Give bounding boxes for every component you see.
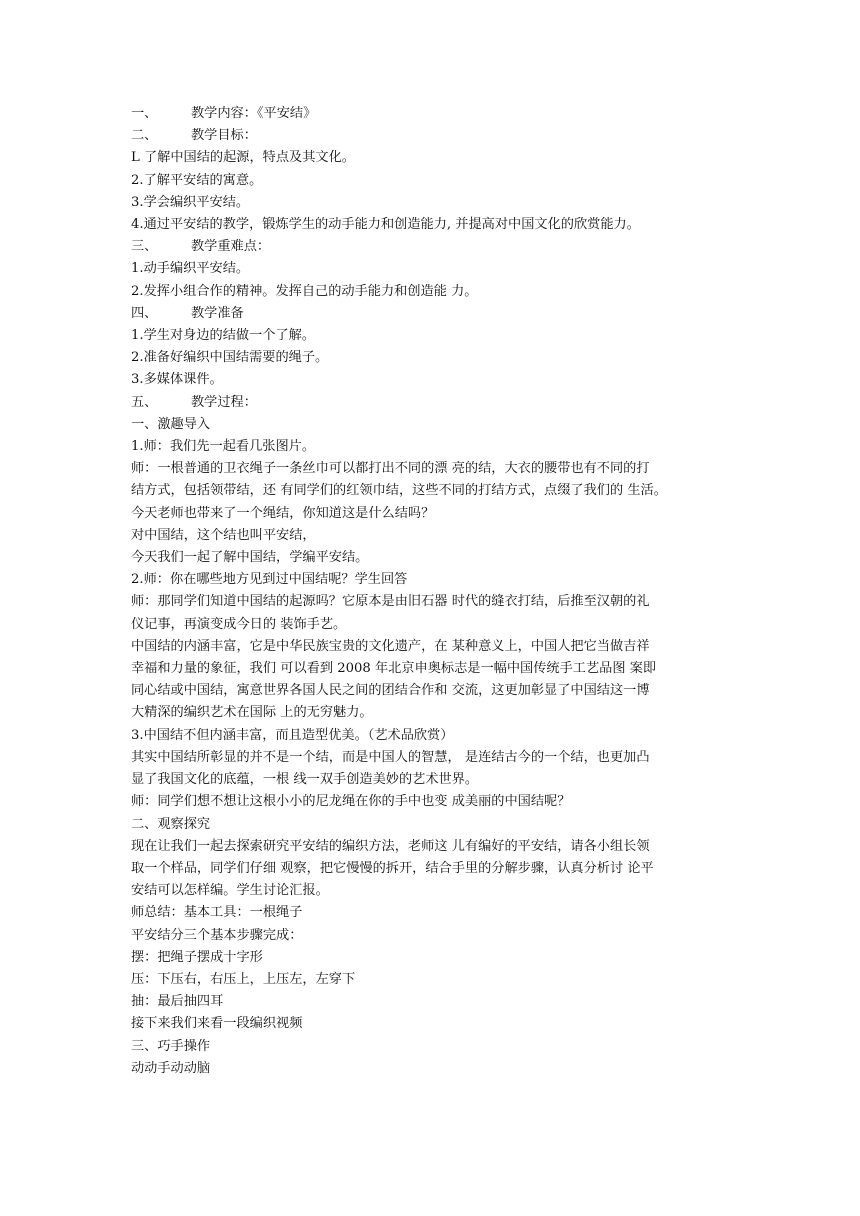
text-line: 3.学会编织平安结。 <box>131 194 250 210</box>
text-line: 中国结的内涵丰富，它是中华民族宝贵的文化遗产，在 某种意义上，中国人把它当做吉祥 <box>131 638 650 654</box>
text-line: 4.通过平安结的教学，锻炼学生的动手能力和创造能力, 并提高对中国文化的欣赏能力。 <box>131 217 640 233</box>
text-line: 师：同学们想不想让这根小小的尼龙绳在你的手中也变 成美丽的中国结呢？ <box>131 794 571 810</box>
text-line: 2.准备好编织中国结需要的绳子。 <box>131 350 329 366</box>
text-line: 1.动手编织平安结。 <box>131 261 250 277</box>
section-title: 教学重难点： <box>191 239 271 255</box>
section-title: 教学目标： <box>191 128 257 144</box>
text-line: 1.学生对身边的结做一个了解。 <box>131 328 316 344</box>
section-number: 二、 <box>131 128 158 144</box>
section-number: 三、 <box>131 239 158 255</box>
text-line: 对中国结，这个结也叫平安结， <box>131 527 316 543</box>
section-number: 四、 <box>131 305 158 321</box>
text-line: 动动手动动脑 <box>131 1060 211 1076</box>
text-line: 2.师：你在哪些地方见到过中国结呢？学生回答 <box>131 572 408 588</box>
text-line: 摆：把绳子摆成十字形 <box>131 949 263 965</box>
text-line: 今天我们一起了解中国结，学编平安结。 <box>131 550 369 566</box>
section-heading <box>131 236 731 258</box>
section-heading <box>131 392 731 414</box>
text-line: 2.发挥小组合作的精神。发挥自己的动手能力和创造能 力。 <box>131 283 478 299</box>
text-line: L 了解中国结的起源，特点及其文化。 <box>131 150 355 166</box>
text-line: 接下来我们来看一段编织视频 <box>131 1016 303 1032</box>
section-heading <box>131 103 731 125</box>
text-line: 结方式，包括领带结，还 有同学们的红领巾结，这些不同的打结方式，点缀了我们的 生活。 <box>131 483 667 499</box>
text-line: 今天老师也带来了一个绳结，你知道这是什么结吗？ <box>131 505 435 521</box>
section-title: 教学内容：《平安结》 <box>191 106 317 121</box>
text-line: 安结可以怎样编。学生讨论汇报。 <box>131 883 329 899</box>
text-line: 2.了解平安结的寓意。 <box>131 172 263 188</box>
text-line: 显了我国文化的底蕴，一根 线一双手创造美妙的艺术世界。 <box>131 772 479 788</box>
section-title: 教学过程： <box>191 394 257 410</box>
text-line: 现在让我们一起去探索研究平安结的编织方法，老师这 儿有编好的平安结，请各小组长领 <box>131 838 650 854</box>
text-line: 师：一根普通的卫衣绳子一条丝巾可以都打出不同的漂 亮的结，大衣的腰带也有不同的打 <box>131 461 650 477</box>
section-heading <box>131 303 731 325</box>
text-line: 抽：最后抽四耳 <box>131 994 224 1010</box>
text-line: 大精深的编织艺术在国际 上的无穷魅力。 <box>131 705 373 721</box>
section-heading <box>131 125 731 147</box>
section-number: 五、 <box>131 394 158 410</box>
text-line: 平安结分三个基本步骤完成： <box>131 927 303 943</box>
text-line: 师：那同学们知道中国结的起源吗？它原本是由旧石器 时代的缝衣打结，后推至汉朝的礼 <box>131 594 650 610</box>
text-line: 二、观察探究 <box>131 816 211 832</box>
text-line: 同心结或中国结，寓意世界各国人民之间的团结合作和 交流，这更加彰显了中国结这一博 <box>131 683 650 699</box>
text-line: 压：下压右，右压上，上压左，左穿下 <box>131 971 356 987</box>
text-line: 取一个样品，同学们仔细 观察，把它慢慢的拆开，结合手里的分解步骤，认真分析讨 论平 <box>131 860 654 876</box>
text-line: 三、巧手操作 <box>131 1038 211 1054</box>
text-line: 3.多媒体课件。 <box>131 372 223 388</box>
text-line: 3.中国结不但内涵丰富，而且造型优美。（艺术品欣赏） <box>131 727 454 743</box>
text-line: 幸福和力量的象征，我们 可以看到 2008 年北京申奥标志是一幅中国传统手工艺品图 案即 <box>131 661 657 677</box>
section-title: 教学准备 <box>191 305 244 321</box>
text-line: 其实中国结所彰显的并不是一个结，而是中国人的智慧， 是连结古今的一个结，也更加凸 <box>131 749 650 765</box>
text-line: 仪记事，再演变成今日的 装饰手艺。 <box>131 616 347 632</box>
section-number: 一、 <box>131 106 158 121</box>
text-line: 师总结：基本工具：一根绳子 <box>131 905 303 921</box>
text-line: 1.师：我们先一起看几张图片。 <box>131 439 316 455</box>
text-line: 一、激趣导入 <box>131 416 211 432</box>
document-body <box>131 103 731 1080</box>
